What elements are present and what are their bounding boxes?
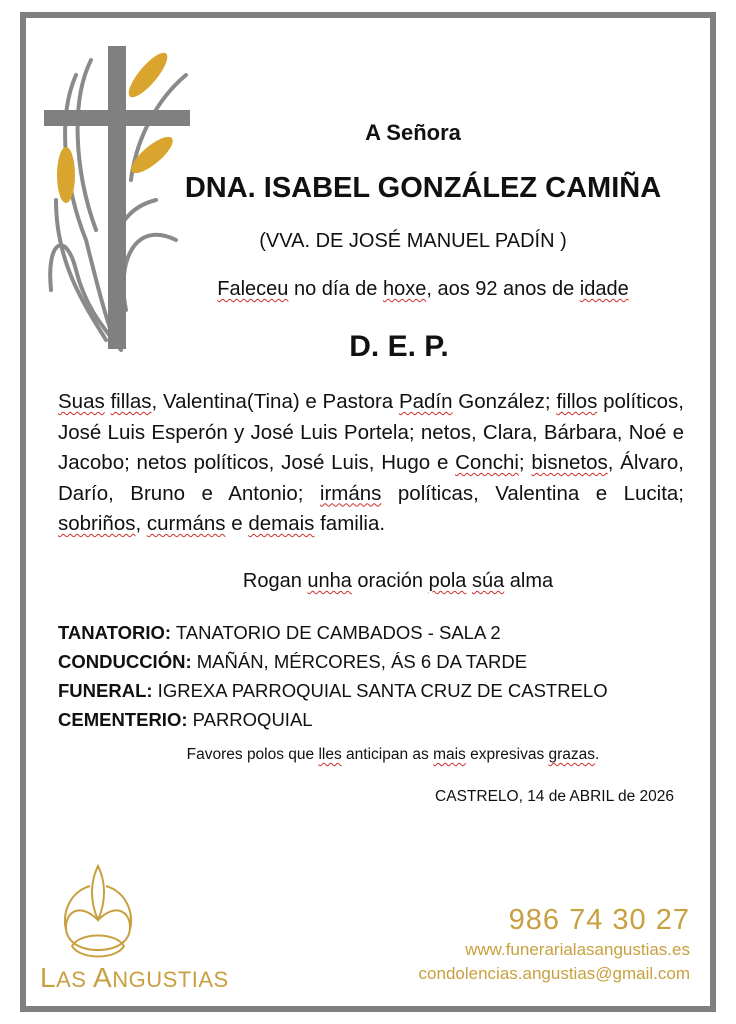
spellcheck-word: súa — [471, 570, 505, 592]
spellcheck-word: Faleceu — [217, 278, 289, 300]
spellcheck-word: unha — [307, 570, 352, 592]
text-segment: Favores polos que — [186, 746, 319, 763]
spellcheck-word: mais — [433, 746, 466, 763]
text-segment: , aos 92 anos de — [426, 278, 580, 300]
text-segment: . — [595, 746, 600, 763]
prayer-line — [0, 570, 736, 593]
las-angustias-logo-icon — [60, 862, 136, 962]
spellcheck-word: hoxe — [382, 278, 427, 300]
place-date: CASTRELO, 14 de ABRIL de 2026 — [435, 788, 674, 805]
spellcheck-word: pola — [428, 570, 467, 592]
detail-row: CEMENTERIO: PARROQUIAL — [58, 709, 313, 730]
website-link[interactable]: www.funerarialasangustias.es — [465, 940, 690, 959]
phone-number: 986 74 30 27 — [508, 904, 690, 936]
spellcheck-word: fillas — [110, 390, 152, 413]
spellcheck-word: grazas — [548, 746, 596, 763]
text-segment: , — [135, 512, 147, 535]
text-segment: políticas, Valentina e Lucita; — [381, 481, 684, 505]
text-segment: políticos, José Luis Esperón y José Luis Portela; netos, Clara, Bárbara, Noé e Jacobo; netos políticos, José Luis, Hugo e — [58, 390, 684, 474]
spellcheck-word: sobriños — [58, 512, 136, 535]
spellcheck-word: idade — [579, 278, 629, 300]
spellcheck-word: fillos — [556, 390, 598, 413]
family-paragraph — [58, 387, 684, 540]
heading: A Señora — [365, 120, 461, 145]
service-details — [58, 618, 608, 734]
spellcheck-word: Conchi — [455, 451, 519, 474]
text-segment: e — [225, 512, 249, 535]
text-segment: González; — [452, 390, 557, 413]
dep: D. E. P. — [349, 330, 449, 363]
detail-row: FUNERAL: IGREXA PARROQUIAL SANTA CRUZ DE CASTRELO — [58, 680, 608, 701]
widow-of: (VVA. DE JOSÉ MANUEL PADÍN ) — [259, 230, 567, 252]
brand-name: LAS ANGUSTIAS — [40, 962, 229, 993]
spellcheck-word: bisnetos — [531, 451, 608, 474]
text-segment: oración — [351, 570, 429, 592]
text-segment: Rogan — [242, 570, 308, 592]
text-segment: alma — [504, 570, 554, 592]
deceased-name: DNA. ISABEL GONZÁLEZ CAMIÑA — [184, 172, 662, 204]
text-segment: familia. — [314, 512, 386, 535]
spellcheck-word: Suas — [58, 390, 105, 413]
text-segment: , Álvaro, Darío, Bruno e Antonio; — [58, 451, 684, 505]
detail-row: CONDUCCIÓN: MAÑÁN, MÉRCORES, ÁS 6 DA TARDE — [58, 651, 528, 672]
contact-block — [419, 902, 690, 986]
text-segment: anticipan as — [341, 746, 434, 763]
detail-row: TANATORIO: TANATORIO DE CAMBADOS - SALA 2 — [58, 622, 501, 643]
text-segment: , Valentina(Tina) e Pastora — [151, 390, 399, 413]
text-segment: ; — [518, 451, 532, 474]
spellcheck-word: curmáns — [146, 512, 226, 535]
spellcheck-word: demais — [248, 512, 315, 535]
text-segment: expresivas — [465, 746, 549, 763]
thanks-line — [0, 746, 736, 764]
email-link[interactable]: condolencias.angustias@gmail.com — [418, 964, 690, 983]
death-notice — [0, 278, 736, 301]
spellcheck-word: Padín — [398, 390, 453, 413]
spellcheck-word: irmáns — [319, 481, 382, 505]
spellcheck-word: lles — [318, 746, 342, 763]
text-segment: no día de — [288, 278, 383, 300]
